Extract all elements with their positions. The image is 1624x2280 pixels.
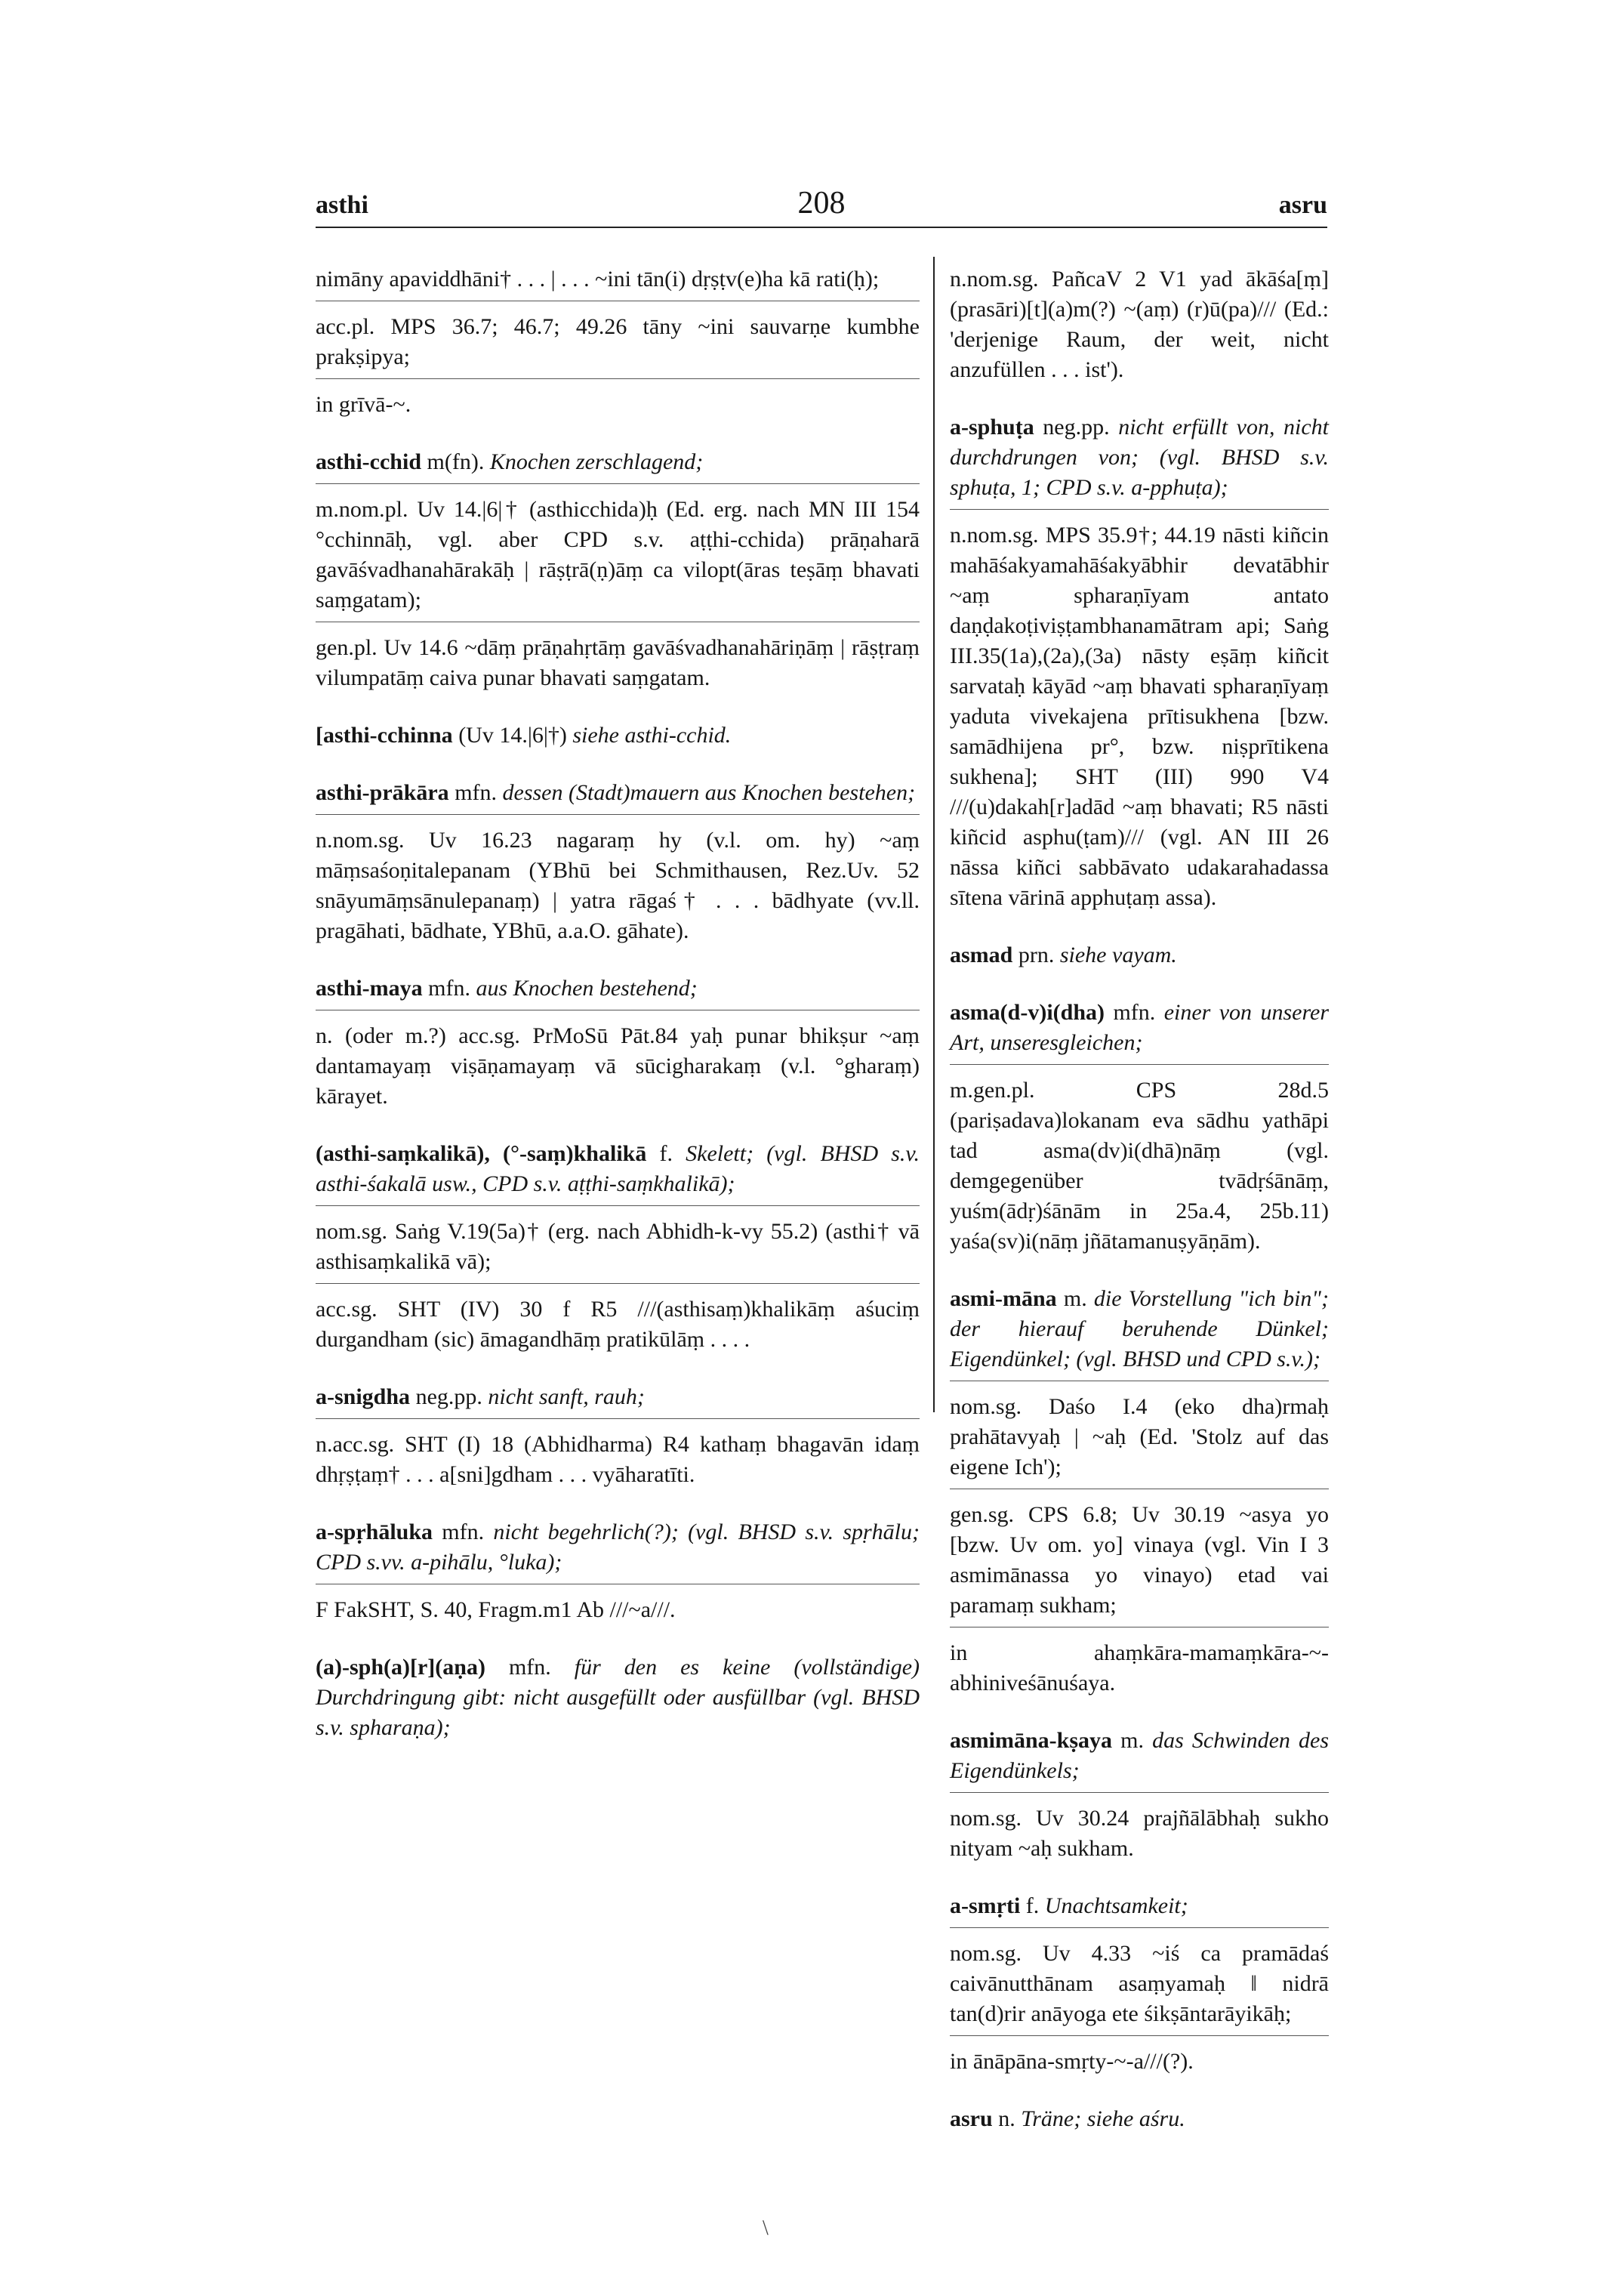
entry-headword: (a)-sph(a)[r](aṇa) (316, 1655, 485, 1680)
column-divider (933, 257, 935, 1412)
citation-line: gen.pl. Uv 14.6 ~dāṃ prāṇahṛtāṃ gavāśvadhanahāriṇāṃ | rāṣṭraṃ vilumpatāṃ caiva punar bhavati saṃgatam. (316, 635, 920, 690)
entry-separator (316, 1418, 920, 1419)
entry-gloss: nicht begehrlich(?); (vgl. BHSD s.v. spṛhālu; CPD s.vv. a-pihālu, °luka); (316, 1519, 920, 1575)
entry-headword: [asthi-cchinna (316, 723, 453, 748)
citation-line: nimāny apaviddhāni† . . . | . . . ~ini tān(i) dṛṣṭv(e)ha kā rati(ḥ); (316, 267, 880, 292)
citation-line: acc.sg. SHT (IV) 30 f R5 ///(asthisaṃ)khalikāṃ aśuciṃ durgandham (sic) āmagandhāṃ pratikūlāṃ . . . . (316, 1297, 920, 1352)
entry-headword: asthi-cchid (316, 449, 422, 474)
entry-headword: asthi-prākāra (316, 780, 449, 805)
entry-part-of-speech: neg.pp. (415, 1384, 482, 1409)
page-header (316, 185, 1327, 230)
citation-line: F FakSHT, S. 40, Fragm.m1 Ab ///~a///. (316, 1597, 676, 1622)
dictionary-entry (316, 1139, 920, 1355)
entry-gloss: einer von unserer Art, unseresgleichen; (950, 1000, 1330, 1055)
entry-gloss: Skelett; (vgl. BHSD s.v. asthi-śakalā usw., CPD s.v. aṭṭhi-saṃkhalikā); (316, 1141, 920, 1196)
citation-line: n.acc.sg. SHT (I) 18 (Abhidharma) R4 kathaṃ bhagavān idaṃ dhṛṣṭaṃ† . . . a[sni]gdham . . . vyāharatīti. (316, 1432, 920, 1487)
right-column (950, 264, 1329, 2161)
citation-separator (316, 1283, 920, 1284)
page-number: 208 (797, 186, 846, 221)
dictionary-entry (950, 1726, 1329, 1864)
citation-line: n.nom.sg. MPS 35.9†; 44.19 nāsti kiñcin mahāśakyamahāśakyābhir devatābhir ~aṃ spharaṇīyam antato daṇḍakoṭiviṣṭambhanamātram api; Saṅg III.35(1a),(2a),(3a) nāsty eṣāṃ kiñcit sarvataḥ kāyād ~aṃ bhavati spharaṇīyaṃ yaduta vivekajena prītisukhena [bzw. samādhijena pr°, bzw. niṣprītikena sukhena]; SHT (III) 990 V4 ///(u)dakah[r]adād ~aṃ bhavati; R5 nāsti kiñcid asphu(ṭam)/// (vgl. AN III 26 nāssa kiñci sabbāvato udakarahadassa sītena vārinā apphuṭaṃ assa). (950, 523, 1329, 910)
entry-separator (950, 1927, 1329, 1928)
entry-part-of-speech: m. (1120, 1728, 1144, 1753)
entry-gloss: Knochen zerschlagend; (489, 449, 704, 474)
entry-part-of-speech: mfn. (1113, 1000, 1156, 1025)
citation-line: gen.sg. CPS 6.8; Uv 30.19 ~asya yo [bzw. Uv om. yo] vinaya (vgl. Vin I 3 asmimānassa yo vinayo) etad vai paramaṃ sukham; (950, 1502, 1329, 1618)
header-left-guide-word: asthi (316, 191, 368, 219)
entry-part-of-speech: mfn. (455, 780, 498, 805)
citation-line: n.nom.sg. Uv 16.23 nagaraṃ hy (v.l. om. hy) ~aṃ māṃsaśoṇitalepanam (YBhū bei Schmithausen, Rez.Uv. 52 snāyumāṃsānulepanaṃ) | yatra rāgaś† . . . bādhyate (vv.ll. pragāhati, bādhate, YBhū, a.a.O. gāhate). (316, 828, 920, 943)
dictionary-entry (316, 973, 920, 1112)
entry-separator (950, 1064, 1329, 1065)
citation-line: acc.pl. MPS 36.7; 46.7; 49.26 tāny ~ini sauvarṇe kumbhe prakṣipya; (316, 314, 920, 369)
entry-gloss: Träne; siehe aśru. (1021, 2106, 1185, 2131)
citation-line: m.gen.pl. CPS 28d.5 (pariṣadava)lokanam eva sādhu yathāpi tad asma(dv)i(dhā)nāṃ (vgl. demgegenüber tvādṛśānāṃ, yuśm(ādṛ)śānām in 25a.4, 25b.11) yaśa(sv)i(nāṃ jñātamanuṣyāṇām). (950, 1078, 1329, 1254)
entry-gloss: Unachtsamkeit; (1044, 1893, 1188, 1918)
entry-headword: a-snigdha (316, 1384, 411, 1409)
entry-gloss: nicht sanft, rauh; (488, 1384, 645, 1409)
dictionary-entry (316, 264, 920, 420)
entry-headword: (asthi-saṃkalikā), (°-saṃ)khalikā (316, 1141, 647, 1166)
entry-gloss: siehe asthi-cchid. (572, 723, 732, 748)
dictionary-entry (950, 412, 1329, 913)
entry-gloss: aus Knochen bestehend; (476, 976, 698, 1001)
entry-part-of-speech: m(fn). (427, 449, 485, 474)
entry-part-of-speech: n. (998, 2106, 1015, 2131)
dictionary-entry (950, 998, 1329, 1257)
dictionary-entry (950, 1284, 1329, 1698)
entry-headword: asmad (950, 943, 1013, 967)
entry-headword: a-smṛti (950, 1893, 1021, 1918)
entry-headword: asmi-māna (950, 1286, 1057, 1311)
dictionary-entry (316, 1382, 920, 1490)
entry-gloss: die Vorstellung "ich bin"; der hierauf beruhende Dünkel; Eigendünkel; (vgl. BHSD und CPD s.v.); (950, 1286, 1330, 1371)
header-right-guide-word: asru (1278, 191, 1327, 219)
dictionary-entry (316, 1517, 920, 1625)
citation-line: in ānāpāna-smṛty-~-a///(?). (950, 2049, 1194, 2074)
dictionary-entry (316, 1652, 920, 1743)
entry-headword: a-spṛhāluka (316, 1519, 433, 1544)
dictionary-entry (316, 778, 920, 946)
entry-gloss: siehe vayam. (1059, 943, 1177, 967)
entry-gloss: dessen (Stadt)mauern aus Knochen bestehen; (502, 780, 916, 805)
entry-separator (950, 1792, 1329, 1793)
citation-separator (316, 378, 920, 379)
entry-gloss: für den es keine (vollständige) Durchdringung gibt: nicht ausgefüllt oder ausfüllbar (vgl. BHSD s.v. spharaṇa); (316, 1655, 920, 1740)
entry-headword: a-sphuṭa (950, 415, 1034, 440)
footer-mark: \ (763, 2217, 769, 2240)
citation-line: nom.sg. Uv 30.24 prajñālābhaḥ sukho nityam ~aḥ sukham. (950, 1806, 1329, 1861)
entry-part-of-speech: f. (659, 1141, 673, 1166)
citation-line: n. (oder m.?) acc.sg. PrMoSū Pāt.84 yaḥ punar bhikṣur ~aṃ dantamayaṃ viṣāṇamayaṃ vā sūcigharakaṃ (v.l. °gharaṃ) kārayet. (316, 1023, 920, 1109)
entry-part-of-speech: f. (1025, 1893, 1040, 1918)
left-column (316, 264, 920, 1770)
citation-line: m.nom.pl. Uv 14.|6|† (asthicchida)ḥ (Ed. erg. nach MN III 154 °cchinnāḥ, vgl. aber CPD s.v. aṭṭhi-cchida) prāṇaharā gavāśvadhanahārakāḥ | rāṣṭrā(ṇ)āṃ ca vilopt(āras teṣāṃ bhavati saṃgatam); (316, 497, 920, 612)
entry-separator (316, 1205, 920, 1206)
citation-line: nom.sg. Uv 4.33 ~iś ca pramādaś caivānutthānam asaṃyamaḥ ‖ nidrā tan(d)rir anāyoga ete śikṣāntarāyikāḥ; (950, 1941, 1329, 2026)
entry-headword: asma(d-v)i(dha) (950, 1000, 1105, 1025)
entry-headword: asthi-maya (316, 976, 423, 1001)
dictionary-entry (316, 720, 920, 751)
entry-separator (316, 483, 920, 484)
entry-separator (950, 509, 1329, 510)
entry-headword: asmimāna-kṣaya (950, 1728, 1113, 1753)
entry-part-of-speech: (Uv 14.|6|†) (458, 723, 567, 748)
dictionary-entry (316, 447, 920, 693)
dictionary-entry (950, 940, 1329, 970)
citation-line: nom.sg. Saṅg V.19(5a)† (erg. nach Abhidh-k-vy 55.2) (asthi† vā asthisaṃkalikā vā); (316, 1219, 920, 1274)
entry-part-of-speech: mfn. (508, 1655, 551, 1680)
dictionary-entry (950, 264, 1329, 385)
entry-part-of-speech: m. (1063, 1286, 1087, 1311)
citation-line: nom.sg. Daśo I.4 (eko dha)rmaḥ prahātavyaḥ | ~aḥ (Ed. 'Stolz auf das eigene Ich'); (950, 1394, 1329, 1479)
dictionary-entry (950, 1891, 1329, 2077)
entry-separator (316, 814, 920, 815)
entry-gloss: nicht erfüllt von, nicht durchdrungen von; (vgl. BHSD s.v. sphuṭa, 1; CPD s.v. a-pphuṭa); (950, 415, 1330, 500)
entry-gloss: das Schwinden des Eigendünkels; (950, 1728, 1330, 1783)
citation-line: in grīvā-~. (316, 392, 411, 417)
entry-part-of-speech: neg.pp. (1043, 415, 1110, 440)
citation-line: in ahaṃkāra-mamaṃkāra-~-abhiniveśānuśaya. (950, 1640, 1329, 1695)
entry-part-of-speech: prn. (1018, 943, 1055, 967)
entry-part-of-speech: mfn. (442, 1519, 485, 1544)
citation-separator (950, 2035, 1329, 2036)
header-rule (316, 227, 1327, 228)
dictionary-entry (950, 2104, 1329, 2134)
entry-headword: asru (950, 2106, 993, 2131)
citation-line: n.nom.sg. PañcaV 2 V1 yad ākāśa[ṃ] (prasāri)[t](a)m(?) ~(aṃ) (r)ū(pa)/// (Ed.: 'derjenige Raum, der weit, nicht anzufüllen . . . ist'). (950, 267, 1329, 382)
entry-part-of-speech: mfn. (428, 976, 470, 1001)
